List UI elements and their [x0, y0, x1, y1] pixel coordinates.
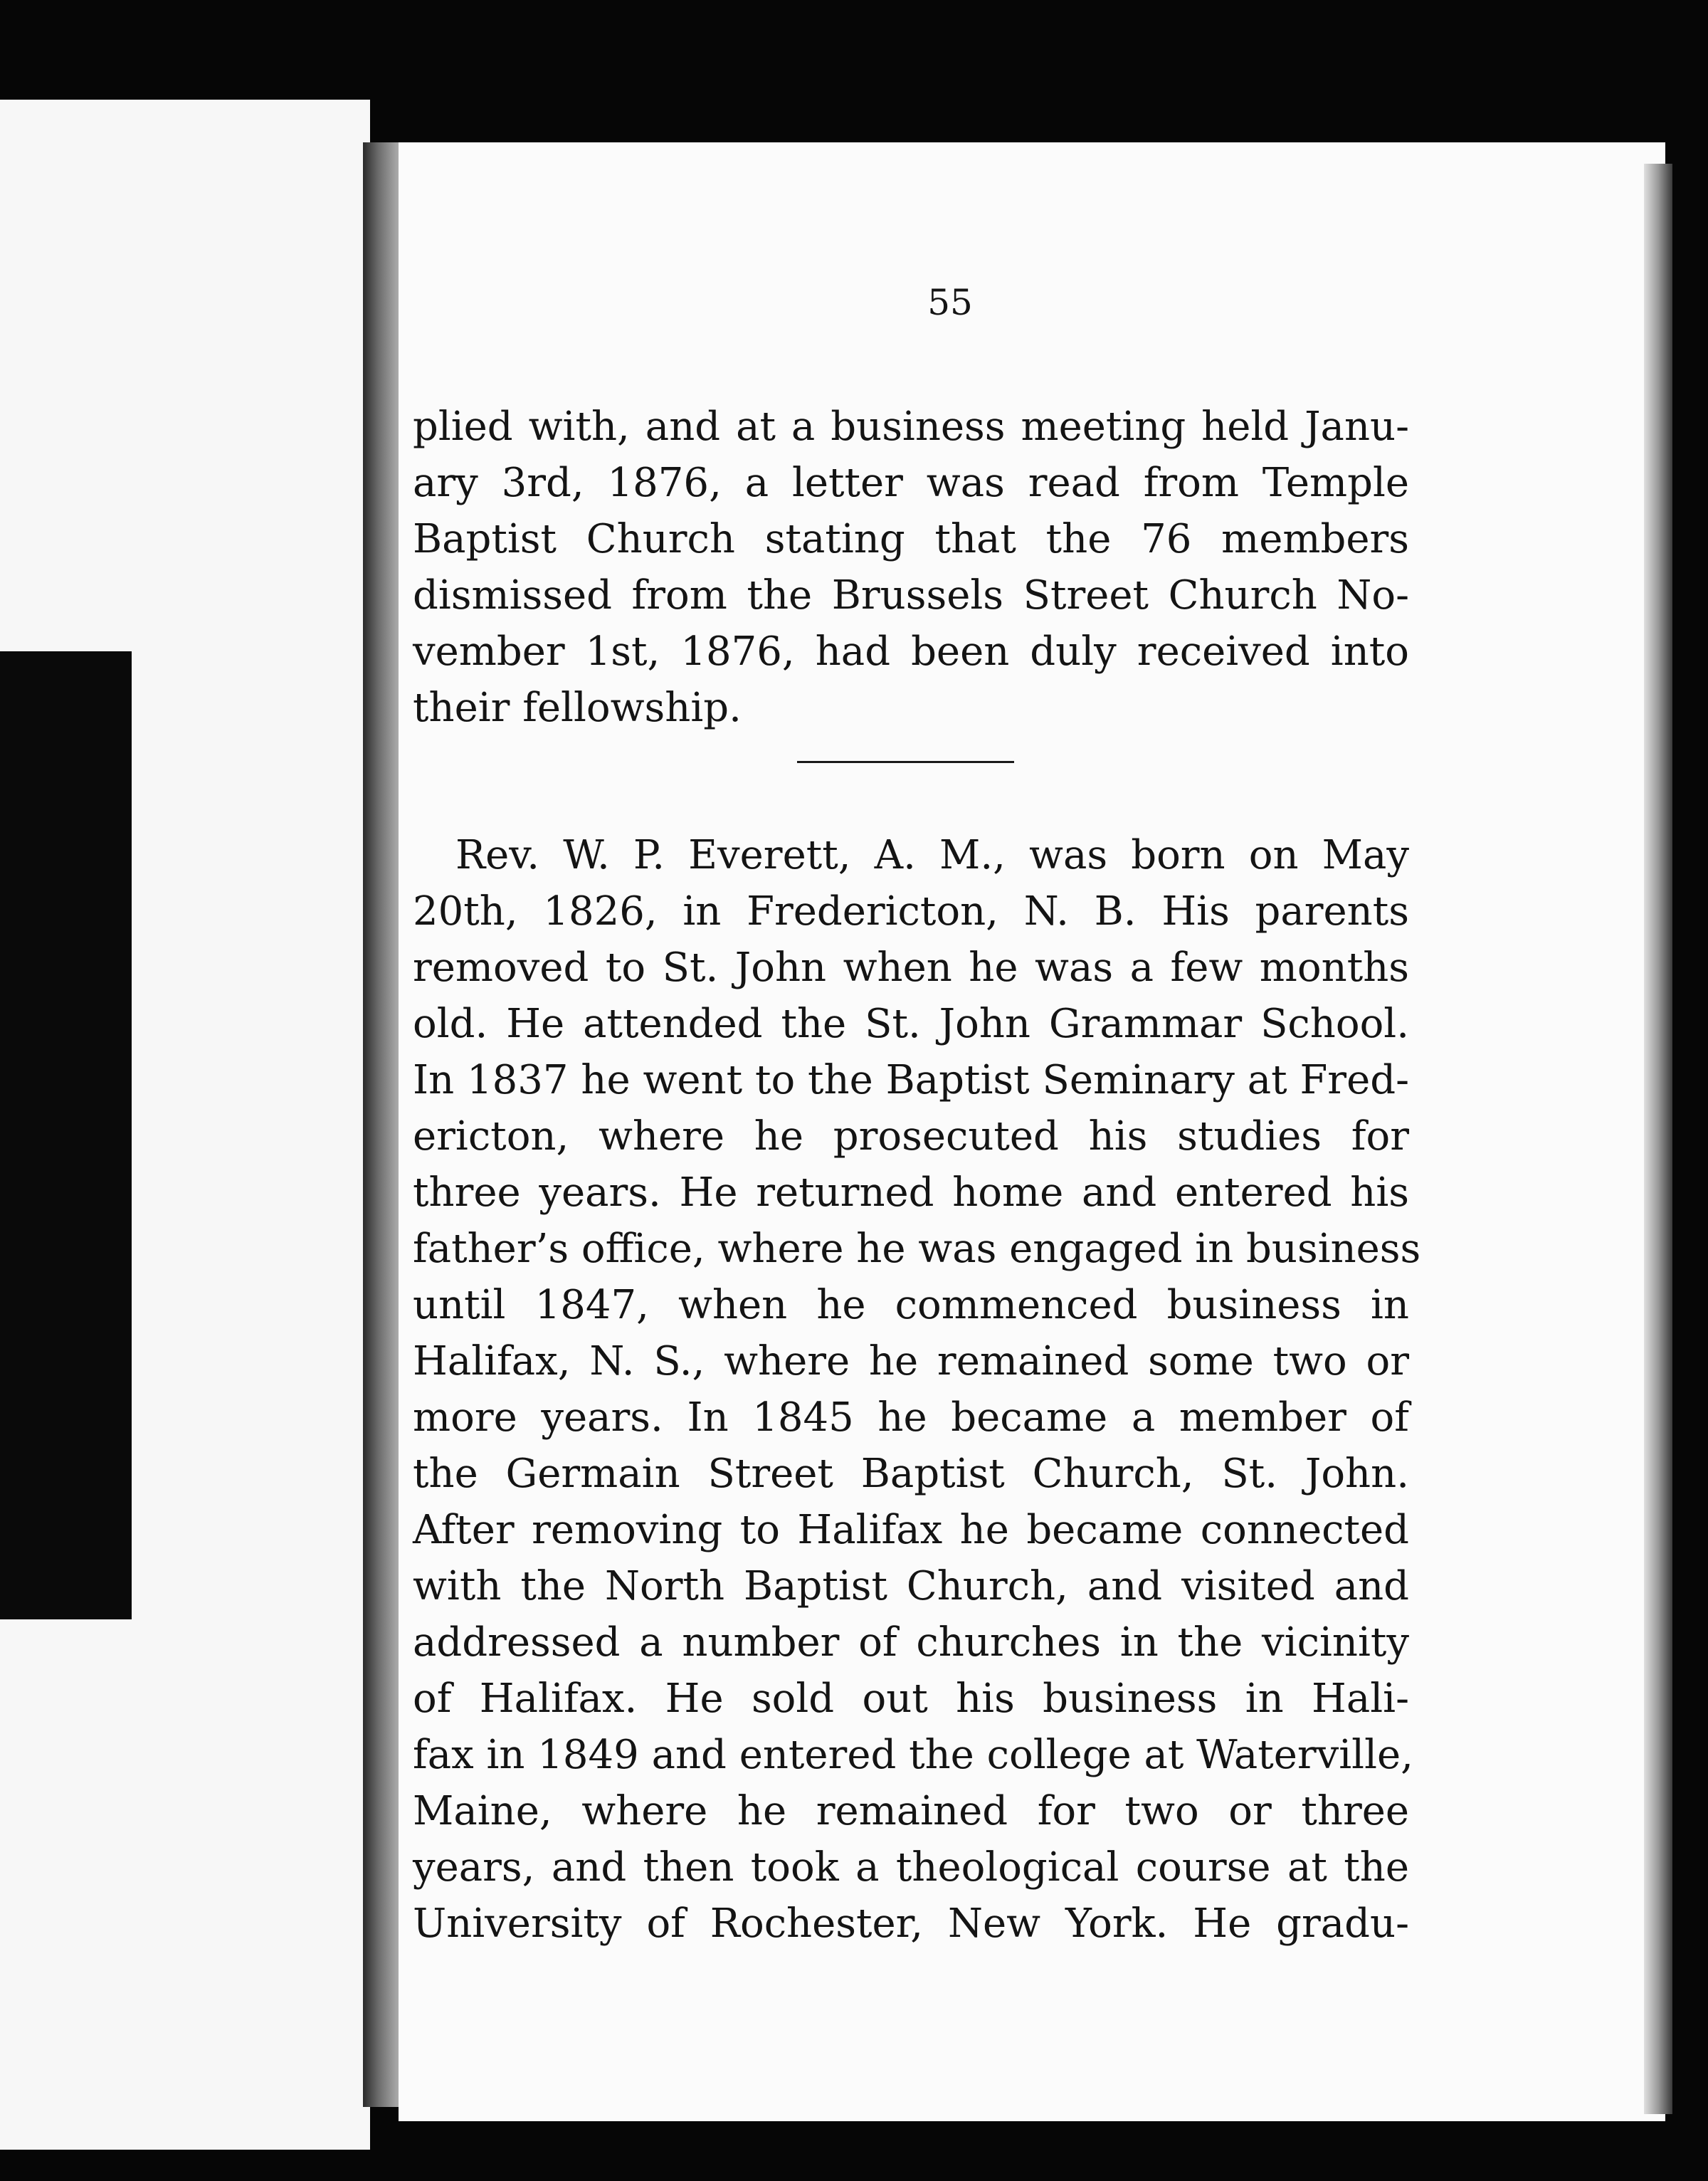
- text-line: Baptist Church stating that the 76 members: [413, 516, 1409, 562]
- text-line: old. He attended the St. John Grammar School.: [413, 1001, 1409, 1047]
- text-line: the Germain Street Baptist Church, St. John.: [413, 1451, 1409, 1497]
- text-line: University of Rochester, New York. He gradu-: [413, 1901, 1409, 1947]
- facing-page-plate: [0, 651, 132, 1619]
- text-line: fax in 1849 and entered the college at Waterville,: [413, 1732, 1413, 1778]
- page-text: [413, 278, 1421, 1952]
- text-line: ericton, where he prosecuted his studies for: [413, 1113, 1409, 1160]
- text-line: with the North Baptist Church, and visited and: [413, 1563, 1409, 1609]
- text-line: years, and then took a theological course at the: [413, 1844, 1409, 1891]
- text-line: their fellowship.: [413, 685, 742, 731]
- section-divider: [797, 761, 1014, 763]
- text-line: Halifax, N. S., where he remained some two or: [413, 1338, 1409, 1384]
- text-line: removed to St. John when he was a few months: [413, 945, 1409, 991]
- text-line: until 1847, when he commenced business in: [413, 1282, 1409, 1328]
- text-line: three years. He returned home and entered his: [413, 1170, 1409, 1216]
- text-line: addressed a number of churches in the vicinity: [413, 1619, 1409, 1666]
- text-line: Rev. W. P. Everett, A. M., was born on May: [455, 832, 1409, 878]
- text-line: In 1837 he went to the Baptist Seminary at Fred-: [413, 1057, 1409, 1103]
- text-line: 20th, 1826, in Fredericton, N. B. His parents: [413, 888, 1409, 935]
- text-line: dismissed from the Brussels Street Church No-: [413, 572, 1409, 619]
- facing-page: [0, 100, 370, 2150]
- text-line: vember 1st, 1876, had been duly received into: [413, 629, 1409, 675]
- text-line: After removing to Halifax he became connected: [413, 1507, 1409, 1553]
- text-line: of Halifax. He sold out his business in Hali-: [413, 1676, 1409, 1722]
- text-line: father’s office, where he was engaged in business: [413, 1226, 1421, 1272]
- text-line: Maine, where he remained for two or three: [413, 1788, 1409, 1834]
- text-line: ary 3rd, 1876, a letter was read from Temple: [413, 460, 1409, 506]
- page-edge: [1644, 164, 1672, 2114]
- paragraph-2: [413, 827, 1421, 1952]
- paragraph-1: [413, 399, 1409, 736]
- text-line: more years. In 1845 he became a member of: [413, 1394, 1409, 1441]
- page-number: 55: [927, 282, 973, 323]
- text-line: plied with, and at a business meeting held Janu-: [413, 404, 1409, 450]
